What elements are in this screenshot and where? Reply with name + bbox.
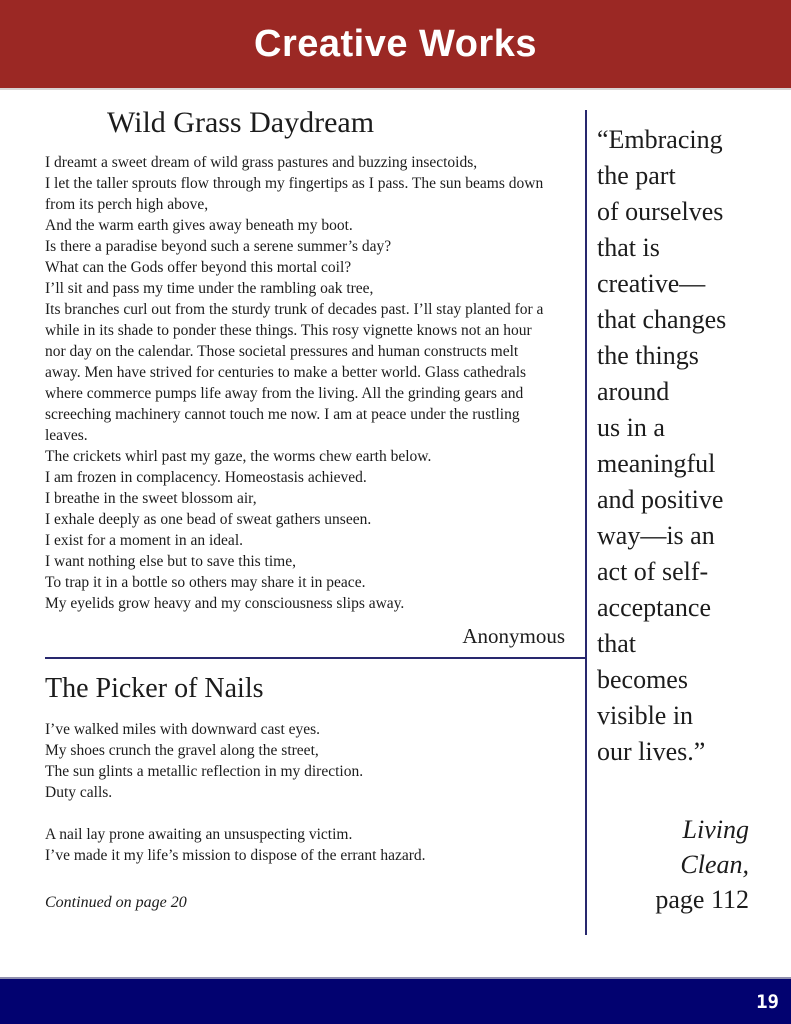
pull-quote-line: way—is an bbox=[597, 521, 715, 550]
poem2-line bbox=[45, 803, 547, 824]
poem1-line: I breathe in the sweet blossom air, bbox=[45, 490, 257, 507]
poem1-line: I want nothing else but to save this time, bbox=[45, 553, 296, 570]
pull-quote-line: around bbox=[597, 377, 670, 406]
poem2-line: I’ve walked miles with downward cast eyes. bbox=[45, 721, 321, 738]
poem2-line: The sun glints a metallic reflection in my direction. bbox=[45, 763, 364, 780]
pull-quote-line: creative— bbox=[597, 269, 706, 298]
poem1-title: Wild Grass Daydream bbox=[107, 106, 375, 139]
page-footer bbox=[0, 977, 791, 1024]
poem1-line: The crickets whirl past my gaze, the worms chew earth below. bbox=[45, 448, 432, 465]
continued-note: Continued on page 20 bbox=[45, 894, 187, 911]
poem1-line: I exist for a moment in an ideal. bbox=[45, 532, 243, 549]
pull-quote-line: meaningful bbox=[597, 449, 716, 478]
poem2-line: A nail lay prone awaiting an unsuspecting victim. bbox=[45, 826, 353, 843]
poem1-line: I’ll sit and pass my time under the rambling oak tree, bbox=[45, 280, 374, 297]
pull-quote-line: the part bbox=[597, 161, 676, 190]
poem1-line: I let the taller sprouts flow through my fingertips as I pass. The sun beams down from its perch high above, bbox=[45, 175, 544, 213]
poem1-line: I am frozen in complacency. Homeostasis achieved. bbox=[45, 469, 367, 486]
pull-quote-line: that is bbox=[597, 233, 660, 262]
quote-source-title-line1: Living bbox=[682, 815, 749, 844]
poem1-line: I exhale deeply as one bead of sweat gathers unseen. bbox=[45, 511, 372, 528]
pull-quote-line: acceptance bbox=[597, 593, 712, 622]
poem1-line: I dreamt a sweet dream of wild grass pastures and buzzing insectoids, bbox=[45, 154, 478, 171]
pull-quote-line: us in a bbox=[597, 413, 665, 442]
poem1-line: What can the Gods offer beyond this mortal coil? bbox=[45, 259, 352, 276]
poem1-attribution: Anonymous bbox=[462, 624, 565, 648]
pull-quote-text bbox=[597, 122, 749, 770]
pull-quote-sidebar bbox=[587, 90, 791, 917]
page-header-banner bbox=[0, 0, 791, 90]
pull-quote-line: and positive bbox=[597, 485, 724, 514]
main-column bbox=[45, 90, 585, 912]
pull-quote-line: that bbox=[597, 629, 636, 658]
page-header-title: Creative Works bbox=[254, 22, 537, 65]
poem1-line: Its branches curl out from the sturdy trunk of decades past. I’ll stay planted for a while in its shade to ponder these things. This rosy vignette knows not an hour nor day on the calendar. Those societal pressures and human constructs melt away. Men have strived for centuries to make a better world. Glass cathedrals where commerce pumps life away from the living. All the grinding gears and screeching machinery cannot touch me now. I am at peace under the rustling leaves. bbox=[45, 301, 544, 444]
pull-quote-line: becomes bbox=[597, 665, 688, 694]
poem1-line: Is there a paradise beyond such a serene summer’s day? bbox=[45, 238, 392, 255]
poem2-body bbox=[45, 719, 547, 866]
poem2-title: The Picker of Nails bbox=[45, 673, 264, 704]
poem1-line: My eyelids grow heavy and my consciousness slips away. bbox=[45, 595, 405, 612]
pull-quote-line: visible in bbox=[597, 701, 694, 730]
pull-quote-line: of ourselves bbox=[597, 197, 724, 226]
poem1-body bbox=[45, 152, 547, 614]
poem1-line: To trap it in a bottle so others may share it in peace. bbox=[45, 574, 366, 591]
pull-quote-line: act of self- bbox=[597, 557, 709, 586]
pull-quote-source bbox=[597, 812, 749, 917]
poem2-line: I’ve made it my life’s mission to dispose of the errant hazard. bbox=[45, 847, 426, 864]
poem2-line: My shoes crunch the gravel along the street, bbox=[45, 742, 319, 759]
pull-quote-line: the things bbox=[597, 341, 699, 370]
poem1-line: And the warm earth gives away beneath my boot. bbox=[45, 217, 353, 234]
page-number: 19 bbox=[756, 990, 779, 1013]
section-divider-rule bbox=[45, 657, 585, 659]
quote-source-title-line2: Clean, bbox=[680, 850, 749, 879]
quote-source-page: page 112 bbox=[655, 885, 749, 914]
main-content bbox=[0, 90, 791, 975]
pull-quote-line: our lives.” bbox=[597, 737, 706, 766]
pull-quote-line: “Embracing bbox=[597, 125, 723, 154]
poem2-line: Duty calls. bbox=[45, 784, 113, 801]
pull-quote-line: that changes bbox=[597, 305, 727, 334]
